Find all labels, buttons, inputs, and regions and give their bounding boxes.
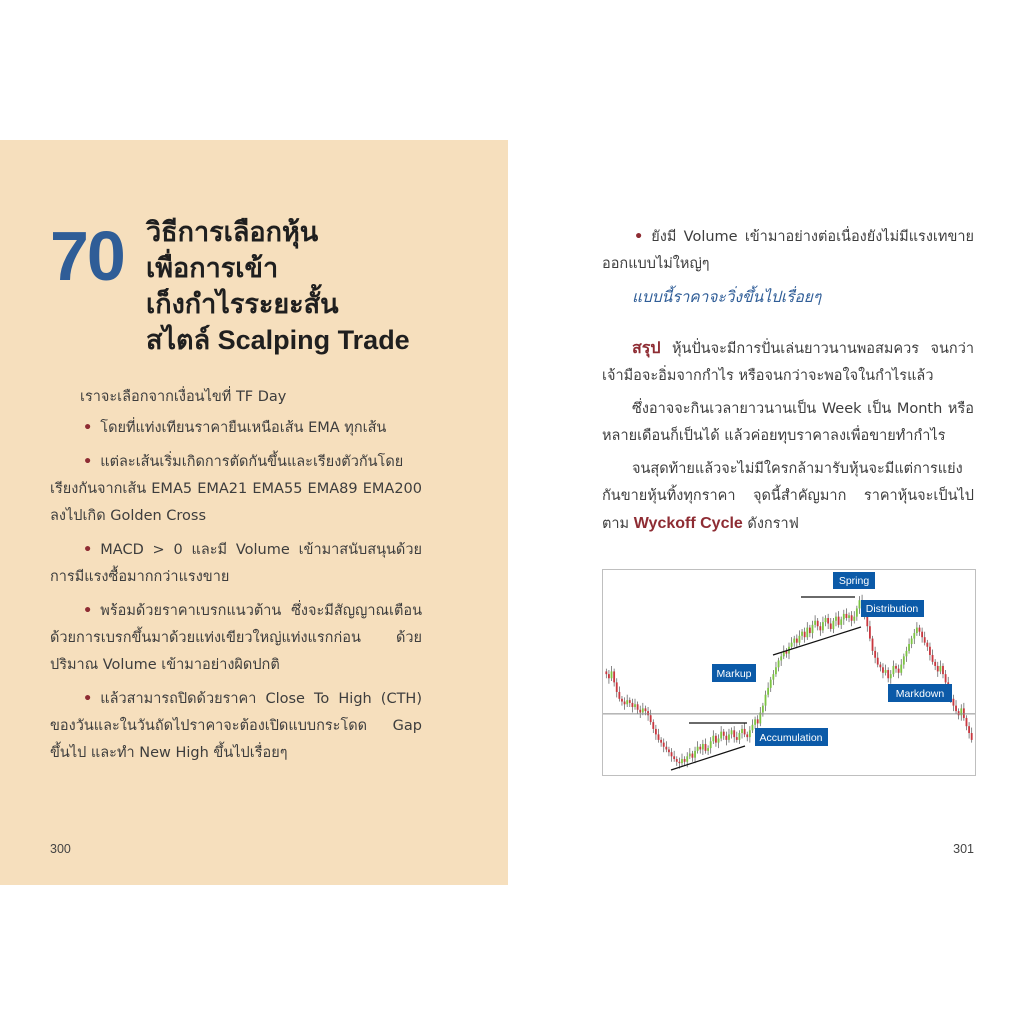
candle-body <box>838 617 840 625</box>
candle-body <box>799 636 801 643</box>
label-distribution-text: Distribution <box>865 603 919 615</box>
candle-body <box>723 732 725 736</box>
bullet-item <box>50 449 422 530</box>
wyckoff-chart-svg <box>603 570 975 775</box>
candle-body <box>731 730 733 734</box>
paragraph-wyckoff <box>602 456 974 538</box>
label-markup <box>712 664 756 682</box>
summary-text: หุ้นปั่นจะมีการปั่นเล่นยาวนานพอสมควร จนกว่าเจ้ามือจะอิ่มจากกำไร หรือจนกว่าจะพอใจในกำไรแล้ว <box>602 341 974 384</box>
candle-body <box>754 719 756 724</box>
bullet-item <box>50 537 422 591</box>
candle-body <box>812 625 814 633</box>
candle-body <box>929 647 931 655</box>
candle-body <box>780 656 782 660</box>
candle-body <box>921 632 923 637</box>
candle-body <box>966 718 968 726</box>
wyckoff-chart <box>602 569 976 776</box>
book-spread <box>0 140 1024 885</box>
candle-body <box>827 618 829 623</box>
candle-body <box>712 736 714 741</box>
candle-body <box>741 729 743 733</box>
candle-body <box>835 617 837 621</box>
candle-body <box>885 670 887 673</box>
candle-body <box>710 741 712 748</box>
candle-body <box>809 628 811 633</box>
bullet-text: พร้อมด้วยราคาเบรกแนวต้าน ซึ่งจะมีสัญญาณเตือนด้วยการเบรกขึ้นมาด้วยแท่งเขียวใหญ่แท่งแรกก่อน ด้วยปริมาณ Volume เข้ามาอย่างผิดปกติ <box>50 603 422 673</box>
candle-body <box>872 639 874 651</box>
candle-body <box>658 734 660 739</box>
label-spring <box>833 572 875 589</box>
paragraph-text: จนสุดท้ายแล้วจะไม่มีใครกล้ามารับหุ้นจะมีแต่การแย่งกันขายหุ้นทิ้งทุกราคา จุดนี้สำคัญมาก ราคาหุ้นจะเป็นไปตาม <box>602 461 974 532</box>
chapter-title-line: สไตล์ Scalping Trade <box>146 325 410 355</box>
candle-body <box>945 674 947 682</box>
right-body <box>602 224 974 544</box>
candle-body <box>968 726 970 733</box>
label-distribution <box>861 600 924 617</box>
candle-body <box>684 759 686 762</box>
candle-body <box>652 722 654 729</box>
candle-body <box>697 747 699 751</box>
candle-body <box>718 739 720 743</box>
label-markdown-text: Markdown <box>895 688 945 700</box>
bullet-item <box>50 598 422 679</box>
candle-body <box>645 708 647 711</box>
label-markdown <box>888 684 952 702</box>
left-page <box>0 140 508 885</box>
candle-body <box>955 706 957 711</box>
candle-body <box>830 623 832 628</box>
candle-body <box>621 699 623 702</box>
candle-body <box>671 752 673 756</box>
candle-body <box>924 637 926 642</box>
candle-body <box>825 618 827 622</box>
candle-body <box>895 666 897 669</box>
bullet-text: แต่ละเส้นเริ่มเกิดการตัดกันขึ้นและเรียงตัวกันโดยเรียงกันจากเส้น EMA5 EMA21 EMA55 EMA89 EMA200 ลงไปเกิด Golden Cross <box>50 454 422 524</box>
candle-body <box>778 660 780 667</box>
candle-body <box>937 666 939 671</box>
candle-body <box>707 748 709 751</box>
candle-body <box>796 639 798 643</box>
candle-body <box>642 708 644 712</box>
candle-body <box>634 704 636 707</box>
candle-body <box>817 621 819 626</box>
candle-body <box>629 700 631 703</box>
paragraph-text: ดังกราฟ <box>742 516 799 532</box>
candle-body <box>913 633 915 638</box>
bullet-dot-icon: • <box>83 454 93 470</box>
bullet-item <box>50 415 422 442</box>
page-number-right: 301 <box>953 842 974 856</box>
candle-body <box>819 626 821 630</box>
candle-body <box>903 656 905 664</box>
candle-body <box>890 674 892 678</box>
intro-paragraph: เราจะเลือกจากเงื่อนไขที่ TF Day <box>80 389 287 405</box>
label-markup-text: Markup <box>716 668 752 680</box>
bullet-item <box>50 686 422 767</box>
candle-body <box>801 632 803 636</box>
candle-body <box>668 749 670 752</box>
candle-body <box>840 619 842 624</box>
candle-body <box>655 729 657 734</box>
summary-paragraph <box>602 335 974 390</box>
candle-body <box>926 643 928 647</box>
candle-body <box>814 621 816 625</box>
candle-body <box>752 725 754 730</box>
candle-body <box>616 682 618 692</box>
candle-body <box>822 622 824 630</box>
bullet-dot-icon: • <box>634 229 644 245</box>
candle-body <box>692 754 694 758</box>
candle-body <box>676 759 678 762</box>
candle-body <box>725 736 727 740</box>
chapter-title-line: วิธีการเลือกหุ้น <box>146 217 319 247</box>
candle-body <box>639 710 641 713</box>
candle-body <box>906 651 908 656</box>
candle-body <box>806 628 808 638</box>
candle-body <box>738 733 740 740</box>
candle-body <box>859 600 861 608</box>
label-accumulation <box>755 728 828 746</box>
summary-label: สรุป <box>632 340 661 357</box>
candle-body <box>916 628 918 633</box>
candle-body <box>618 692 620 699</box>
candle-body <box>673 756 675 759</box>
candle-body <box>775 667 777 674</box>
candle-body <box>637 704 639 709</box>
bullet-text: ยังมี Volume เข้ามาอย่างต่อเนื่องยังไม่มีแรงเทขายออกแบบไม่ใหญ่ๆ <box>602 229 974 272</box>
candle-body <box>660 740 662 743</box>
candle-body <box>892 666 894 674</box>
candle-body <box>605 671 607 674</box>
label-spring-text: Spring <box>838 575 870 587</box>
candle-body <box>848 615 850 618</box>
candle-body <box>908 644 910 651</box>
candle-body <box>939 666 941 671</box>
chapter-title-line: เพื่อการเข้า <box>146 253 279 283</box>
candle-body <box>733 730 735 737</box>
candle-body <box>900 665 902 673</box>
candle-body <box>744 729 746 734</box>
candle-body <box>843 614 845 619</box>
candle-body <box>647 711 649 715</box>
chapter-title-line: เก็งกำไรระยะสั้น <box>146 289 339 319</box>
candle-body <box>626 700 628 704</box>
candle-body <box>608 674 610 678</box>
bullet-text: MACD > 0 และมี Volume เข้ามาสนับสนุนด้วยการมีแรงซื้อมากกว่าแรงขาย <box>50 542 422 585</box>
candle-body <box>793 639 795 643</box>
candle-body <box>853 617 855 621</box>
candle-body <box>736 737 738 740</box>
candle-body <box>953 699 955 706</box>
page-number-left: 300 <box>50 842 71 856</box>
candle-body <box>631 703 633 707</box>
chapter-title <box>146 214 491 358</box>
candle-body <box>846 614 848 618</box>
candle-body <box>681 759 683 763</box>
candle-body <box>932 655 934 662</box>
candle-body <box>911 639 913 644</box>
candle-body <box>613 671 615 682</box>
bullet-dot-icon: • <box>83 420 93 436</box>
candle-body <box>770 680 772 688</box>
paragraph-duration: ซึ่งอาจจะกินเวลายาวนานเป็น Week เป็น Month หรือหลายเดือนก็เป็นได้ แล้วค่อยทุบราคาลงเพื่อขายทำกำไร <box>602 401 974 444</box>
candle-body <box>934 662 936 666</box>
candle-body <box>678 762 680 763</box>
markup-trendline <box>773 627 861 655</box>
candle-body <box>702 744 704 749</box>
bullet-dot-icon: • <box>83 603 93 619</box>
candle-body <box>832 621 834 629</box>
candle-body <box>765 695 767 706</box>
candle-body <box>963 708 965 718</box>
candle-body <box>762 706 764 713</box>
candle-body <box>699 747 701 750</box>
candle-body <box>757 719 759 723</box>
candle-body <box>877 658 879 665</box>
candle-body <box>665 747 667 750</box>
candle-body <box>882 667 884 672</box>
candle-body <box>851 615 853 620</box>
candle-body <box>728 734 730 739</box>
candle-body <box>887 670 889 678</box>
candle-body <box>686 756 688 761</box>
candle-body <box>663 743 665 747</box>
bullet-text: แล้วสามารถปิดด้วยราคา Close To High (CTH) ของวันและในวันถัดไปราคาจะต้องเปิดแบบกระโดด Gap ขึ้นไป และทำ New High ขึ้นไปเรื่อยๆ <box>50 691 422 761</box>
candle-body <box>650 715 652 722</box>
candle-body <box>624 702 626 705</box>
chapter-number: 70 <box>50 217 124 295</box>
candle-body <box>958 711 960 715</box>
candle-body <box>767 688 769 695</box>
candle-body <box>869 626 871 638</box>
candle-body <box>804 632 806 637</box>
candle-body <box>919 628 921 632</box>
candle-body <box>749 730 751 737</box>
wyckoff-keyword: Wyckoff Cycle <box>633 515 743 532</box>
candle-body <box>694 751 696 758</box>
candle-body <box>942 666 944 674</box>
candle-body <box>689 754 691 757</box>
candle-body <box>772 674 774 679</box>
candle-body <box>715 736 717 743</box>
candle-body <box>746 734 748 737</box>
candle-body <box>720 732 722 739</box>
candle-body <box>971 733 973 740</box>
candle-body <box>898 669 900 673</box>
candle-body <box>856 608 858 616</box>
bullet-dot-icon: • <box>83 691 93 707</box>
candle-body <box>705 744 707 751</box>
subheading: แบบนี้ราคาจะวิ่งขึ้นไปเรื่อยๆ <box>632 288 822 306</box>
bullet-dot-icon: • <box>83 542 93 558</box>
candle-body <box>874 651 876 658</box>
candle-body <box>879 665 881 668</box>
candle-body <box>791 643 793 647</box>
left-body <box>50 384 422 774</box>
label-accumulation-text: Accumulation <box>759 732 823 744</box>
right-page <box>508 140 1024 885</box>
candle-body <box>611 671 613 678</box>
bullet-text: โดยที่แท่งเทียนราคายืนเหนือเส้น EMA ทุกเส้น <box>100 420 387 436</box>
bullet-item <box>602 224 974 278</box>
